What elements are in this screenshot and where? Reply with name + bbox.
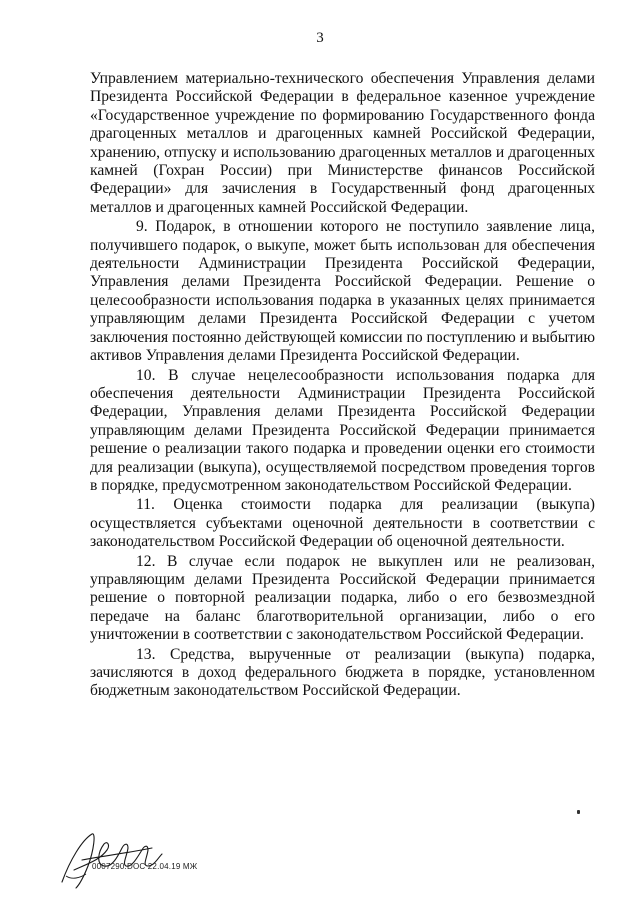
page-number: 3: [316, 30, 324, 46]
paragraph-11: 11. Оценка стоимости подарка для реализации (выкупа) осуществляется субъектами оценочной деятельности в соответствии с законодательством Российской Федерации об оценочной деятельности.: [90, 496, 595, 551]
paragraph-13: 13. Средства, вырученные от реализации (выкупа) подарка, зачисляются в доход федерального бюджета в порядке, установленном бюджетным законодательством Российской Федерации.: [90, 645, 595, 700]
handwritten-signature: [52, 820, 167, 895]
paragraph-9: 9. Подарок, в отношении которого не поступило заявление лица, получившего подарок, о выкупе, может быть использован для обеспечения деятельности Администрации Президента Российской Федерации, Управления делами Президента Российской Федерации. Решение о целесообразности использования подарка в указанных целях принимается управляющим делами Президента Российской Федерации с учетом заключения постоянно действующей комиссии по поступлению и выбытию активов Управления делами Президента Российской Федерации.: [90, 218, 595, 365]
paragraph-continuation: Управлением материально-технического обеспечения Управления делами Президента Российской Федерации в федеральное казенное учреждение «Государственное учреждение по формированию Государственного фонда драгоценных металлов и драгоценных камней Российской Федерации, хранению, отпуску и использованию драгоценных металлов и драгоценных камней (Гохран России) при Министерстве финансов Российской Федерации» для зачисления в Государственный фонд драгоценных металлов и драгоценных камней Российской Федерации.: [90, 70, 595, 216]
document-body: [90, 70, 595, 702]
paragraph-10: 10. В случае нецелесообразности использования подарка для обеспечения деятельности Администрации Президента Российской Федерации, Управления делами Президента Российской Федерации управляющим делами Президента Российской Федерации принимается решение о реализации такого подарка и проведении оценки его стоимости для реализации (выкупа), осуществляемой посредством проведения торгов в порядке, предусмотренном законодательством Российской Федерации.: [90, 366, 595, 494]
paragraph-12: 12. В случае если подарок не выкуплен или не реализован, управляющим делами Президента Российской Федерации принимается решение о повторной реализации подарка, либо о его безвозмездной передаче на баланс благотворительной организации, либо о его уничтожении в соответствии с законодательством Российской Федерации.: [90, 552, 595, 644]
footer-document-id: 0007290.DOC 22.04.19 МЖ: [92, 862, 198, 871]
scan-mark: [577, 810, 580, 814]
